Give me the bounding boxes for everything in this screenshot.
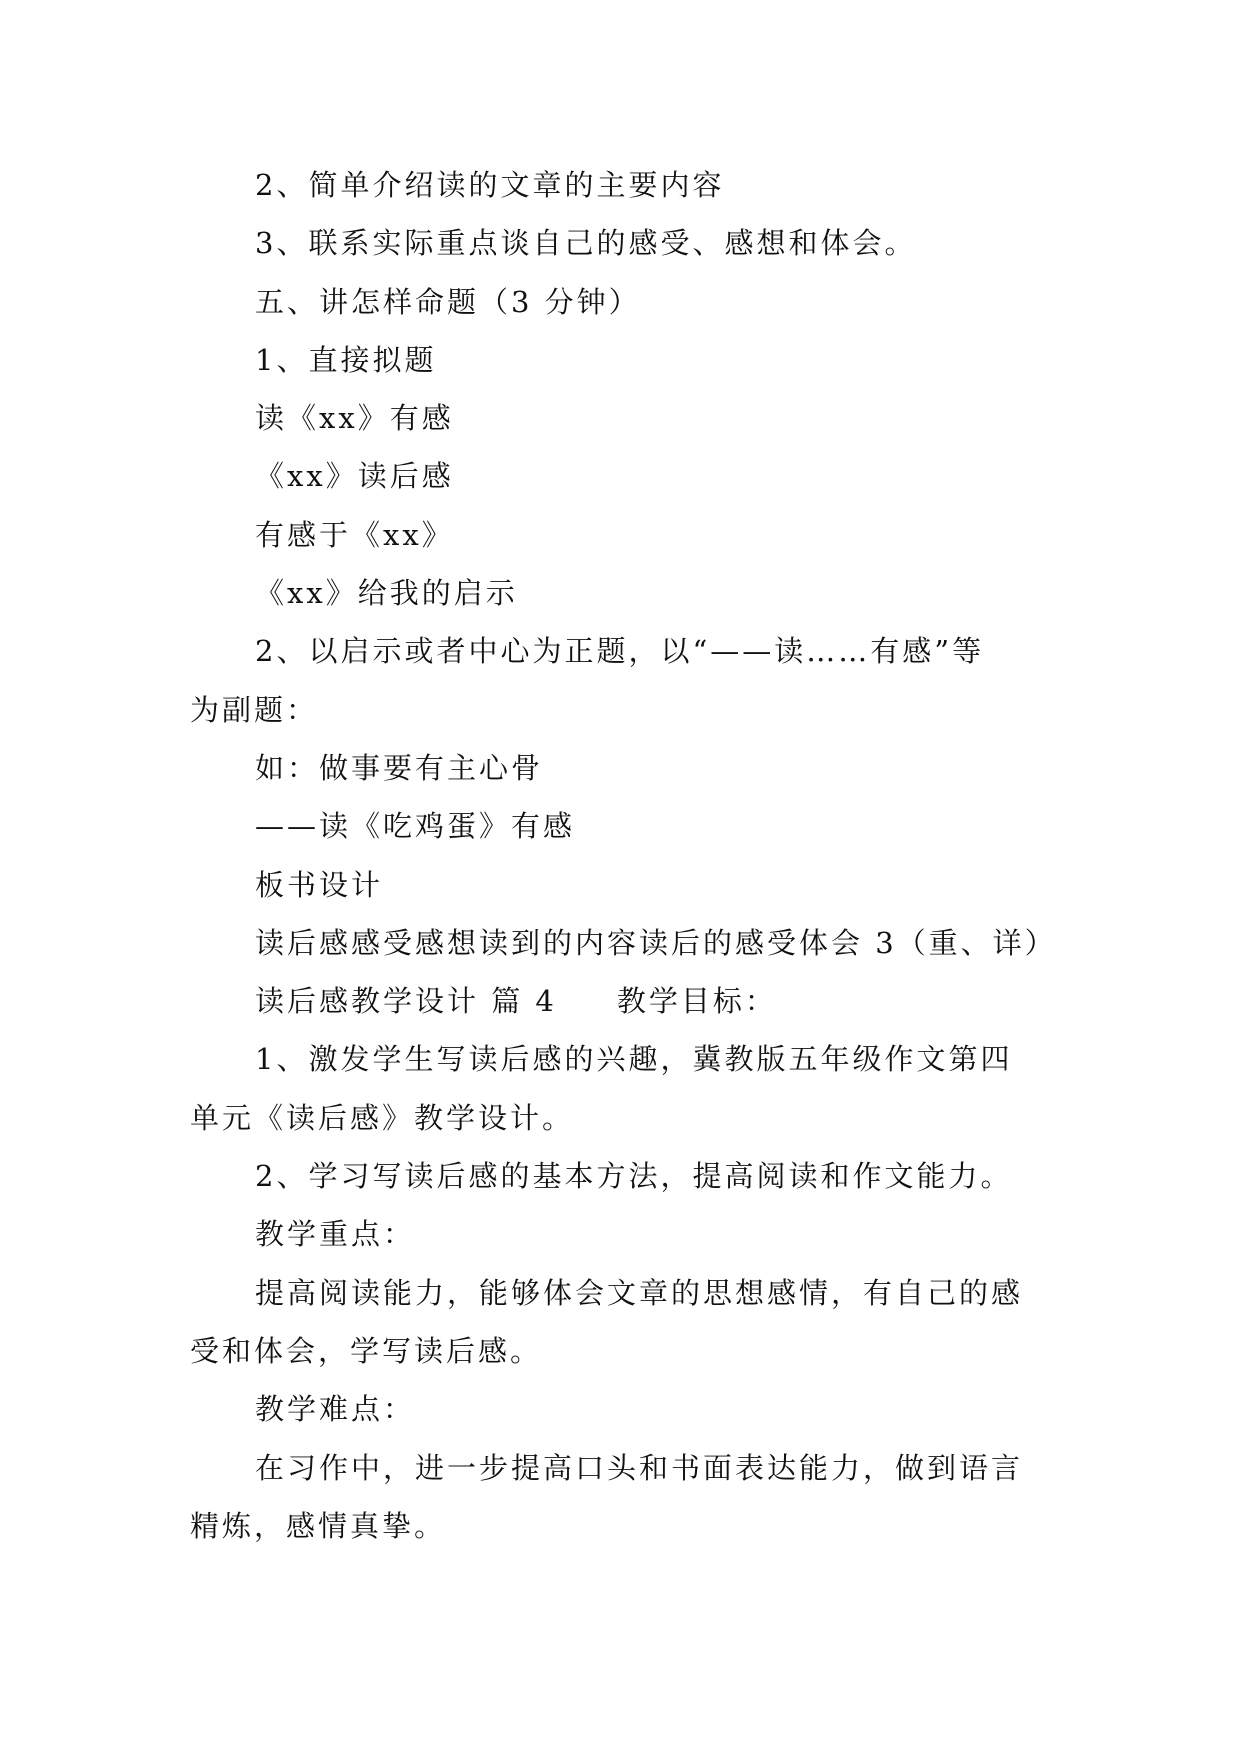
- text-line: 板书设计: [255, 867, 384, 902]
- text-line: 2、学习写读后感的基本方法，提高阅读和作文能力。: [255, 1159, 1013, 1194]
- text-line: ——读《吃鸡蛋》有感: [255, 809, 576, 844]
- title-example: 读《xx》有感: [255, 401, 454, 436]
- text-line: 精炼，感情真挚。: [190, 1508, 447, 1543]
- text-line: 1、激发学生写读后感的兴趣，冀教版五年级作文第四: [255, 1042, 1013, 1077]
- section-heading: 五、讲怎样命题（3 分钟）: [255, 284, 641, 319]
- text-line: 在习作中，进一步提高口头和书面表达能力，做到语言: [255, 1450, 1024, 1485]
- document-body: [190, 156, 1070, 1555]
- title-example: 《xx》给我的启示: [255, 576, 518, 611]
- text-line: 受和体会，学写读后感。: [190, 1333, 543, 1368]
- text-line: 3、联系实际重点谈自己的感受、感想和体会。: [255, 226, 917, 261]
- title-example: 《xx》读后感: [255, 459, 454, 494]
- text-line: 2、简单介绍读的文章的主要内容: [255, 168, 725, 202]
- text-line: 提高阅读能力，能够体会文章的思想感情，有自己的感: [255, 1275, 1024, 1310]
- section-heading: 教学难点：: [255, 1392, 416, 1427]
- text-line: 单元《读后感》教学设计。: [190, 1100, 575, 1135]
- text-line: 如：做事要有主心骨: [255, 750, 544, 785]
- text-line: 为副题：: [190, 692, 319, 727]
- text-line: 2、以启示或者中心为正题，以“——读……有感”等: [255, 634, 985, 669]
- section-heading: 读后感教学设计 篇 4 教学目标：: [255, 984, 777, 1019]
- text-line: 读后感感受感想读到的内容读后的感受体会 3（重、详）: [255, 925, 1057, 960]
- section-heading: 教学重点：: [255, 1217, 416, 1252]
- title-example: 有感于《xx》: [255, 517, 454, 552]
- text-line: 1、直接拟题: [255, 342, 437, 377]
